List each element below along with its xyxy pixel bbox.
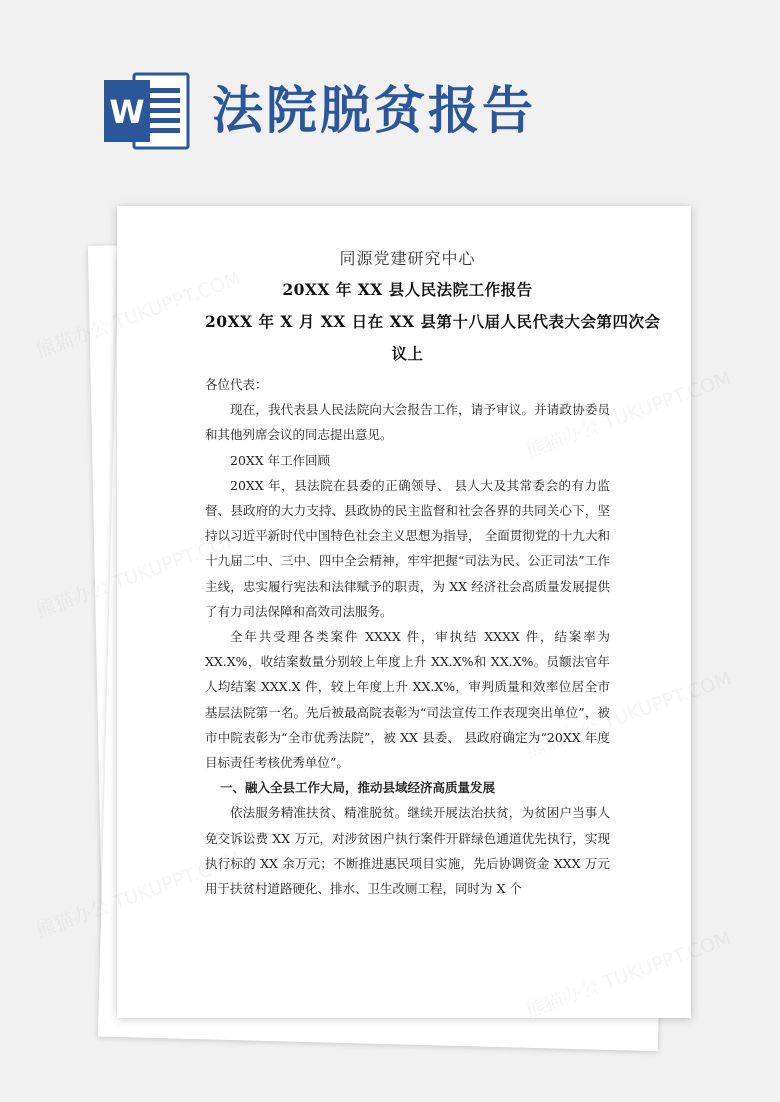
report-subtitle-line1: 20XX 年 X 月 XX 日在 XX 县第十八届人民代表大会第四次会	[205, 312, 661, 331]
section-heading: 20XX 年工作回顾	[230, 452, 331, 468]
body-paragraph: 依法服务精准扶贫、精准脱贫。继续开展法治扶贫，为贫困户当事人免交诉讼费 XX 万元，对涉贫困户执行案件开辟绿色通道优先执行，实现执行标的 XX 余万元；不断推进惠民项目实施，先后协调资金 XXX 万元用于扶贫村道路硬化、排水、卫生改厕工程，同时为 X 个	[205, 805, 610, 897]
body-paragraph: 20XX 年，县法院在县委的正确领导、 县人大及其常委会的有力监督、县政府的大力支持、县政协的民主监督和社会各界的共同关心下，坚持以习近平新时代中国特色社会主义思想为指导， 全面贯彻党的十九大和十九届二中、三中、四中全会精神，牢牢把握“司法为民、公正司法”工作主线，忠实履行宪法和法律赋予的职责，为 XX 经济社会高质量发展提供了有力司法保障和高效司法服务。	[205, 477, 610, 619]
body-paragraph: 现在，我代表县人民法院向大会报告工作，请予审议。并请政协委员和其他列席会议的同志提出意见。	[205, 402, 610, 443]
body-paragraph: 全年共受理各类案件 XXXX 件，审执结 XXXX 件，结案率为 XX.X%，收结案数量分别较上年度上升 XX.X%和 XX.X%。员额法官年人均结案 XXX.X 件，较上年度上升 XX.X%，审判质量和效率位居全市基层法院第一名。先后被最高院表彰为“司法宣传工作表现突出单位”，被市中院表彰为“全市优秀法院”，被 XX 县委、 县政府确定为“20XX 年度目标责任考核优秀单位”。	[205, 629, 610, 771]
report-subtitle-line2: 议上	[391, 344, 424, 363]
organization-name: 同源党建研究中心	[339, 249, 476, 268]
document-body	[205, 372, 610, 901]
word-icon-letter: W	[109, 93, 145, 131]
salutation: 各位代表：	[205, 377, 268, 392]
word-document-icon	[104, 68, 190, 154]
banner-title: 法院脱贫报告	[212, 82, 537, 141]
banner	[0, 0, 780, 200]
document-page	[117, 206, 691, 1018]
watermark: 熊猫办公	[33, 575, 113, 623]
watermark: 熊猫办公	[33, 895, 113, 943]
report-title: 20XX 年 XX 县人民法院工作报告	[282, 280, 533, 299]
watermark: 熊猫办公	[33, 315, 113, 363]
section-heading: 一、融入全县工作大局，推动县域经济高质量发展	[220, 780, 496, 796]
